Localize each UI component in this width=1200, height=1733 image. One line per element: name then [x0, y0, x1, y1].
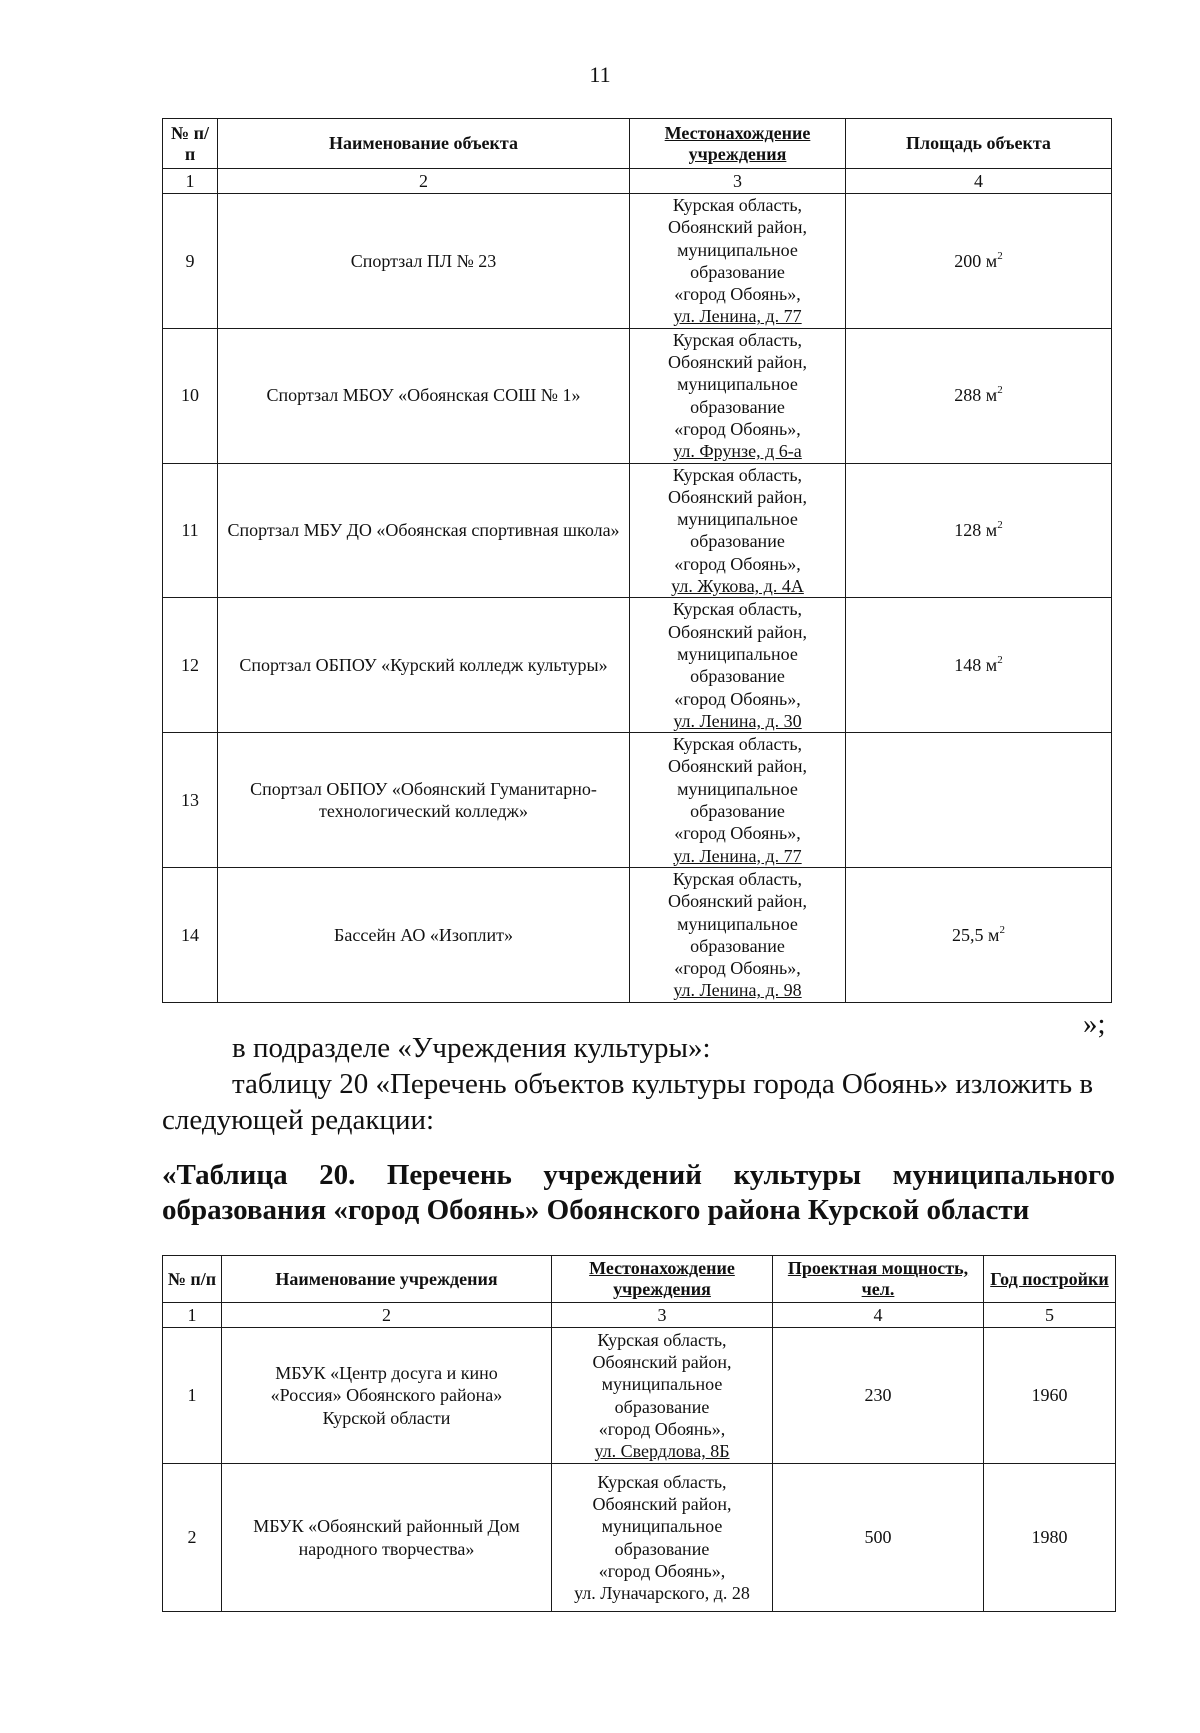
location-line: образование: [690, 666, 785, 687]
location-line: Обоянский район,: [668, 621, 807, 642]
location-line: муниципальное: [677, 643, 798, 664]
location-line: муниципальное: [677, 374, 798, 395]
col-number: 1: [163, 169, 218, 194]
row-num: 10: [163, 328, 218, 463]
object-location: [630, 733, 846, 868]
object-location: [630, 194, 846, 329]
row-num: 2: [163, 1464, 222, 1612]
location-line: Обоянский район,: [668, 756, 807, 777]
location-line: «город Обоянь»,: [674, 284, 801, 305]
area-number: 25,5 м: [952, 924, 1000, 945]
sports-facilities-table: [162, 118, 1112, 1003]
row-num: 11: [163, 463, 218, 598]
location-line: Курская область,: [597, 1471, 727, 1492]
table-row: [163, 867, 1112, 1002]
object-location: [630, 598, 846, 733]
location-line: образование: [614, 1538, 710, 1559]
object-area: [846, 194, 1112, 329]
column-number-row: [163, 169, 1112, 194]
location-line: «город Обоянь»,: [674, 418, 801, 439]
location-line: «город Обоянь»,: [598, 1560, 726, 1581]
location-line: Обоянский район,: [668, 891, 807, 912]
object-name: Спортзал МБОУ «Обоянская СОШ № 1»: [218, 328, 630, 463]
location-line: муниципальное: [677, 778, 798, 799]
location-line: ул. Ленина, д. 30: [673, 710, 802, 731]
institution-location: [552, 1464, 773, 1612]
area-number: 200 м: [954, 250, 998, 271]
location-line: муниципальное: [677, 509, 798, 530]
location-line: Обоянский район,: [592, 1493, 732, 1514]
location-line: «город Обоянь»,: [674, 958, 801, 979]
location-line: Курская область,: [672, 599, 803, 620]
col-number: 2: [222, 1303, 552, 1328]
object-name: Спортзал МБУ ДО «Обоянская спортивная школа»: [218, 463, 630, 598]
row-num: 9: [163, 194, 218, 329]
object-name: Бассейн АО «Изоплит»: [218, 867, 630, 1002]
table-row: [163, 598, 1112, 733]
location-line: ул. Ленина, д. 77: [673, 306, 802, 327]
col-number: 4: [846, 169, 1112, 194]
institution-year-built: 1980: [984, 1464, 1116, 1612]
location-line: ул. Жукова, д. 4А: [671, 576, 804, 597]
location-line: Обоянский район,: [668, 217, 807, 238]
object-name: Спортзал ПЛ № 23: [218, 194, 630, 329]
col-number: 2: [218, 169, 630, 194]
area-number: 128 м: [954, 520, 998, 541]
area-unit-exponent: 2: [997, 249, 1003, 262]
location-line: Курская область,: [597, 1329, 727, 1350]
location-line: ул. Фрунзе, д 6-а: [673, 441, 802, 462]
header-num: № п/п: [163, 119, 218, 169]
header-area: Площадь объекта: [846, 119, 1112, 169]
area-unit-exponent: 2: [997, 519, 1003, 532]
object-name: Спортзал ОБПОУ «Курский колледж культуры»: [218, 598, 630, 733]
object-area: [846, 733, 1112, 868]
header-location: Местонахождение учреждения: [630, 119, 846, 169]
location-line: муниципальное: [601, 1516, 723, 1537]
location-line: ул. Ленина, д. 77: [673, 845, 802, 866]
col-number: 1: [163, 1303, 222, 1328]
closing-quote: »;: [1083, 1008, 1106, 1040]
header-location: Местонахождение учреждения: [552, 1256, 773, 1303]
col-number: 5: [984, 1303, 1116, 1328]
object-location: [630, 463, 846, 598]
object-area: [846, 598, 1112, 733]
location-line: «город Обоянь»,: [674, 688, 801, 709]
institution-year-built: 1960: [984, 1328, 1116, 1464]
location-line: «город Обоянь»,: [674, 823, 801, 844]
area-number: 288 м: [954, 385, 998, 406]
institution-name: МБУК «Обоянский районный Дом народного творчества»: [222, 1464, 552, 1612]
institution-name: МБУК «Центр досуга и кино «Россия» Обоянского района» Курской области: [222, 1328, 552, 1464]
table2-heading: «Таблица 20. Перечень учреждений культуры муниципального образования «город Обоянь» Обоянского района Курской области: [162, 1159, 1115, 1226]
area-unit-exponent: 2: [997, 653, 1003, 666]
location-line: Курская область,: [672, 868, 803, 889]
location-line: «город Обоянь»,: [598, 1418, 726, 1439]
header-capacity: Проектная мощность, чел.: [773, 1256, 984, 1303]
table-row: [163, 194, 1112, 329]
col-number: 3: [552, 1303, 773, 1328]
culture-institutions-table: [162, 1255, 1116, 1612]
area-value: [954, 251, 1002, 271]
paragraph-culture-subsection: в подразделе «Учреждения культуры»:: [232, 1032, 711, 1064]
column-number-row: [163, 1303, 1116, 1328]
header-num: № п/п: [163, 1256, 222, 1303]
institution-location: [552, 1328, 773, 1464]
paragraph-table-instruction-cont: следующей редакции:: [162, 1104, 435, 1136]
location-line: ул. Ленина, д. 98: [673, 980, 802, 1001]
location-line: образование: [690, 801, 785, 822]
object-location: [630, 328, 846, 463]
header-object-name: Наименование объекта: [218, 119, 630, 169]
location-line: Курская область,: [672, 329, 803, 350]
table-row: [163, 463, 1112, 598]
col-number: 4: [773, 1303, 984, 1328]
paragraph-table-instruction: таблицу 20 «Перечень объектов культуры города Обоянь» изложить в: [232, 1068, 1094, 1100]
table-row: [163, 1464, 1116, 1612]
table-row: [163, 733, 1112, 868]
object-area: [846, 463, 1112, 598]
object-location: [630, 867, 846, 1002]
area-value: [954, 655, 1002, 675]
table-row: [163, 328, 1112, 463]
col-number: 3: [630, 169, 846, 194]
area-unit-exponent: 2: [999, 923, 1005, 936]
location-line: «город Обоянь»,: [674, 553, 801, 574]
location-line: муниципальное: [677, 913, 798, 934]
row-num: 12: [163, 598, 218, 733]
table-row: [163, 1328, 1116, 1464]
location-line: Обоянский район,: [592, 1351, 732, 1372]
location-line: образование: [690, 396, 785, 417]
area-value: [954, 385, 1002, 405]
location-line: Обоянский район,: [668, 486, 807, 507]
location-line: образование: [690, 261, 785, 282]
location-line: муниципальное: [677, 239, 798, 260]
location-line: Курская область,: [672, 464, 803, 485]
location-line: муниципальное: [601, 1374, 723, 1395]
object-name: Спортзал ОБПОУ «Обоянский Гуманитарно-технологический колледж»: [218, 733, 630, 868]
row-num: 14: [163, 867, 218, 1002]
institution-capacity: 230: [773, 1328, 984, 1464]
location-line: Курская область,: [672, 195, 803, 215]
header-institution-name: Наименование учреждения: [222, 1256, 552, 1303]
location-line: Курская область,: [672, 734, 803, 755]
row-num: 1: [163, 1328, 222, 1464]
location-line: образование: [614, 1396, 710, 1417]
location-line: образование: [690, 531, 785, 552]
area-value: [952, 925, 1005, 945]
object-area: [846, 328, 1112, 463]
area-number: 148 м: [954, 654, 998, 675]
location-line: образование: [690, 935, 785, 956]
row-num: 13: [163, 733, 218, 868]
object-area: [846, 867, 1112, 1002]
location-line: Обоянский район,: [668, 352, 807, 373]
location-line: ул. Луначарского, д. 28: [574, 1583, 750, 1604]
page-number: 11: [589, 62, 611, 87]
location-line: ул. Свердлова, 8Б: [594, 1441, 730, 1462]
institution-capacity: 500: [773, 1464, 984, 1612]
header-year-built: Год постройки: [984, 1256, 1116, 1303]
area-value: [954, 520, 1002, 540]
area-unit-exponent: 2: [997, 384, 1003, 397]
